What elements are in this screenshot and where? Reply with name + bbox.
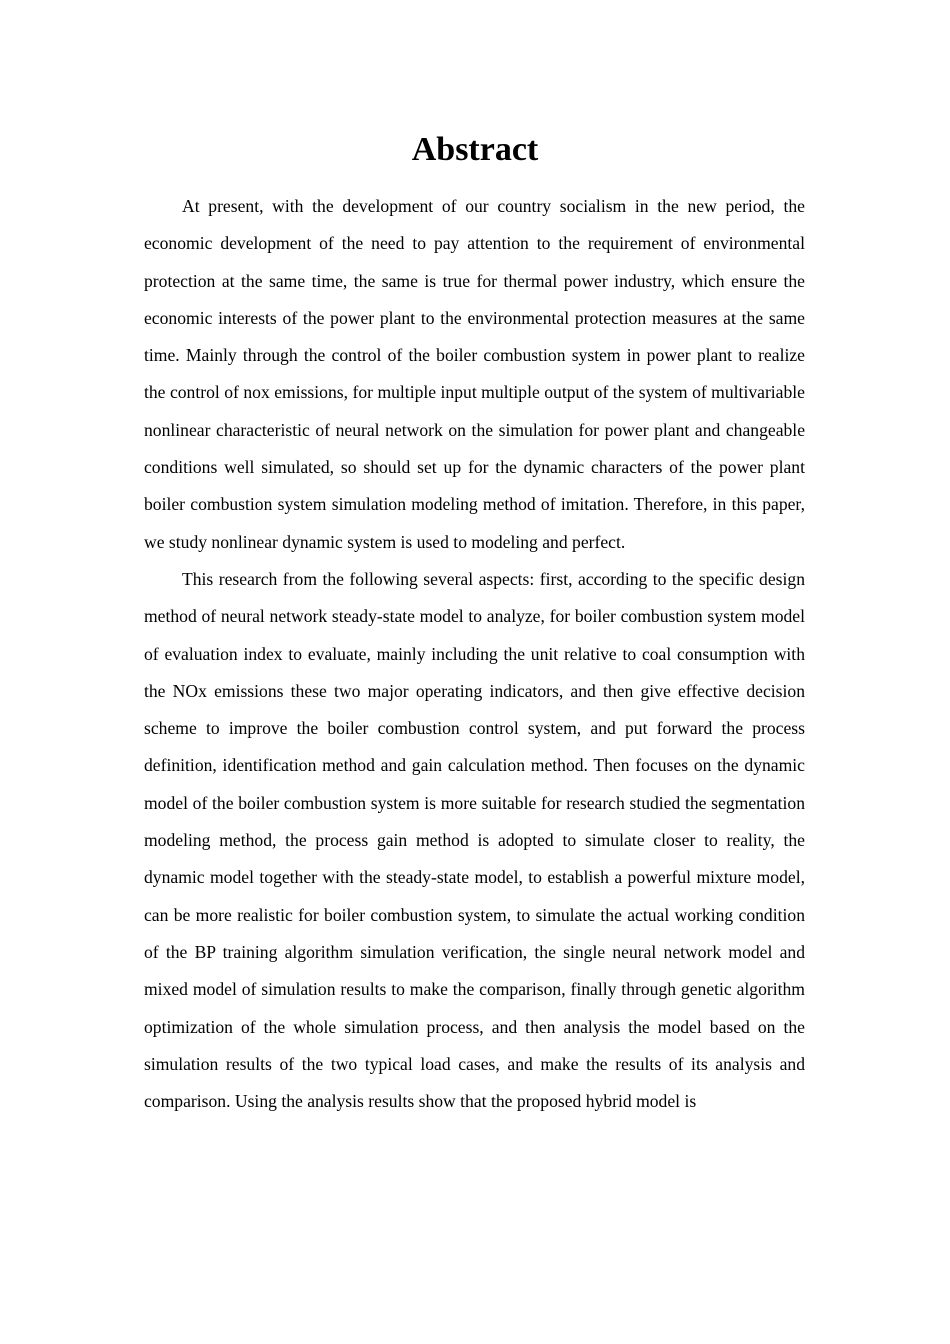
abstract-paragraph-2: This research from the following several aspects: first, according to the specific design method of neural network steady-state model to analyze, for boiler combustion system model of evaluation index to evaluate, mainly including the unit relative to coal consumption with the NOx emissions these two major operating indicators, and then give effective decision scheme to improve the boiler combustion control system, and put forward the process definition, identification method and gain calculation method. Then focuses on the dynamic model of the boiler combustion system is more suitable for research studied the segmentation modeling method, the process gain method is adopted to simulate closer to reality, the dynamic model together with the steady-state model, to establish a powerful mixture model, can be more realistic for boiler combustion system, to simulate the actual working condition of the BP training algorithm simulation verification, the single neural network model and mixed model of simulation results to make the comparison, finally through genetic algorithm optimization of the whole simulation process, and then analysis the model based on the simulation results of the two typical load cases, and make the results of its analysis and comparison. Using the analysis results show that the proposed hybrid model is	[144, 568, 805, 1112]
abstract-paragraph-1: At present, with the development of our country socialism in the new period, the economic development of the need to pay attention to the requirement of environmental protection at the same time, the same is true for thermal power industry, which ensure the economic interests of the power plant to the environmental protection measures at the same time. Mainly through the control of the boiler combustion system in power plant to realize the control of nox emissions, for multiple input multiple output of the system of multivariable nonlinear characteristic of neural network on the simulation for power plant and changeable conditions well simulated, so should set up for the dynamic characters of the power plant boiler combustion system simulation modeling method of imitation. Therefore, in this paper, we study nonlinear dynamic system is used to modeling and perfect.	[144, 196, 805, 552]
abstract-body	[144, 188, 805, 1120]
abstract-heading: Abstract	[411, 131, 539, 168]
